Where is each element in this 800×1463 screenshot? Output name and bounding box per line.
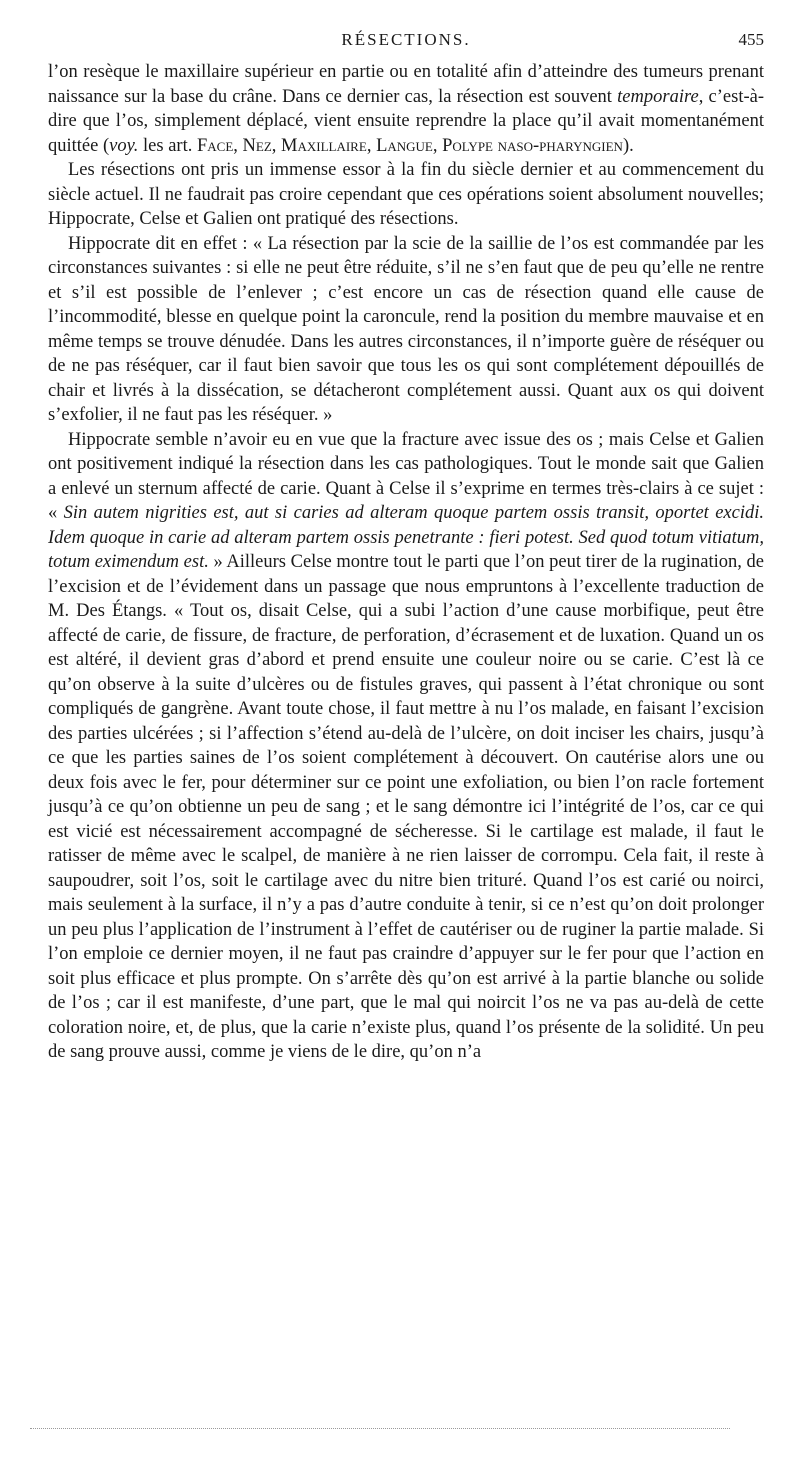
paragraph-4-text-c: » Ailleurs Celse montre tout le parti que l’on peut tirer de la rugination, de l’excision et de l’évidement dans un passage que nous empruntons à l’excellente traduction de M. Des Étangs. « Tout os, disait Celse, qui a subi l’action d’une cause morbifique, peut être affecté de carie, de fissure, de fracture, de perforation, d’écrasement et de luxation. Quand un os est altéré, il devient gras d’abord et prend ensuite une couleur noire ou se carie. C’est là ce qu’on observe à la suite d’ulcères ou de fistules graves, qui passent à l’état chronique ou sont compliqués de gangrène. Avant toute chose, il faut mettre à nu l’os malade, en faisant l’excision des parties ulcérées ; si l’affection s’étend au-delà de l’ulcère, on doit inciser les chairs, jusqu’à ce que les parties saines de l’os soient complétement à découvert. On cautérise alors une ou deux fois avec le fer, pour déterminer sur ce point une exfoliation, ou bien l’on racle fortement jusqu’à ce qu’on obtienne un peu de sang ; et le sang démontre ici l’intégrité de l’os, car ce qui est vicié est nécessairement accompagné de sécheresse. Si le cartilage est malade, il faut le ratisser de même avec le scalpel, de manière à ne rien laisser de corrompu. Cela fait, il reste à saupoudrer, soit l’os, soit le cartilage avec du nitre bien trituré. Quand l’os est carié ou noirci, mais seulement à la surface, il n’y a pas d’autre conduite à tenir, si ce n’est qu’on doit prolonger un peu plus l’application de l’instrument à l’effet de cautériser ou de ruginer la partie malade. Si l’on emploie ce dernier moyen, il ne faut pas craindre d’appuyer sur le fer pour que l’action en soit plus efficace et plus prompte. On s’arrête dès qu’on est arrivé à la partie blanche ou solide de l’os ; car il est manifeste, d’une part, que le mal qui noircit l’os ne va pas au-delà de cette coloration noire, et, de plus, que la carie n’existe plus, quand l’os présente de la solidité. Un peu de sang prouve aussi, comme je viens de le dire, qu’on n’a — [48, 552, 765, 1062]
ref-nez: Nez — [242, 135, 272, 156]
sep-1: , — [233, 135, 243, 156]
celse-latin-quote: Sin autem nigrities est, aut si caries ad alteram quoque partem ossis transit, oportet excidi. Idem quoque in carie ad alteram partem ossis penetrante : fieri potest. Sed quod totum vitiatum, totum eximendum est. — [48, 503, 764, 572]
ref-face: Face — [196, 135, 234, 156]
ref-maxillaire: Maxillaire — [281, 135, 367, 156]
running-title: RÉSECTIONS. — [341, 30, 471, 49]
bottom-divider — [30, 1428, 730, 1429]
paragraph-1 — [48, 60, 764, 158]
ref-polype: Polype naso-pharyngien — [442, 135, 623, 156]
paragraph-3: Hippocrate dit en effet : « La résection par la scie de la saillie de l’os est commandée par les circonstances suivantes : si elle ne peut être réduite, s’il ne s’en faut que de peu qu’elle ne rentre et s’il est possible de l’enlever ; c’est encore un cas de résection quand elle cause de l’incommodité, blesse en quelque point la caroncule, rend la position du membre mauvaise et en même temps se trouve dénudée. Dans les autres circonstances, il n’importe guère de réséquer ou de ne pas réséquer, car il faut bien savoir que tous les os qui sont complétement dépouillés de chair et livrés à la dissécation, se détacheront complétement aussi. Quant aux os qui doivent s’exfolier, il ne faut pas les réséquer. » — [48, 233, 764, 425]
document-page — [48, 22, 764, 1065]
paragraph-4-text-a: Hippocrate semble n’avoir eu en vue que la fracture avec issue des os ; mais Celse et Galien ont positivement indiqué la résection dans les cas pathologiques. Tout le monde sait que Galien a enlevé un sternum affecté de carie. Quant à Celse il s’exprime en termes très-clairs à ce sujet : « — [48, 429, 764, 523]
paragraph-1-text-e: les art. — [138, 135, 197, 156]
paragraph-2: Les résections ont pris un immense essor à la fin du siècle dernier et au commencement du siècle actuel. Il ne faudrait pas croire cependant que ces opérations soient absolument nouvelles; Hippocrate, Celse et Galien ont pratiqué des résections. — [48, 160, 764, 229]
ref-langue: Langue — [376, 135, 433, 156]
paragraph-1-text-a: l’on resèque le maxillaire supérieur en partie ou en totalité afin d’atteindre des tumeurs prenant naissance sur la base du crâne. Dans ce dernier cas, la résection est souvent — [48, 62, 764, 107]
sep-3: , — [366, 135, 377, 156]
sep-2: , — [271, 135, 282, 156]
paragraph-1-end: ). — [622, 135, 634, 156]
paragraph-1-text-c: , c’est-à-dire que l’os, simplement déplacé, vient ensuite reprendre la place qu’il avait momentanément quittée ( — [48, 86, 764, 156]
paragraph-4 — [48, 428, 764, 1065]
paragraph-1-emphasis-temporaire: temporaire — [617, 86, 699, 107]
sep-4: , — [432, 135, 443, 156]
page-number: 455 — [738, 30, 764, 49]
running-head — [48, 22, 764, 60]
paragraph-1-emphasis-voy: voy. — [109, 135, 139, 156]
